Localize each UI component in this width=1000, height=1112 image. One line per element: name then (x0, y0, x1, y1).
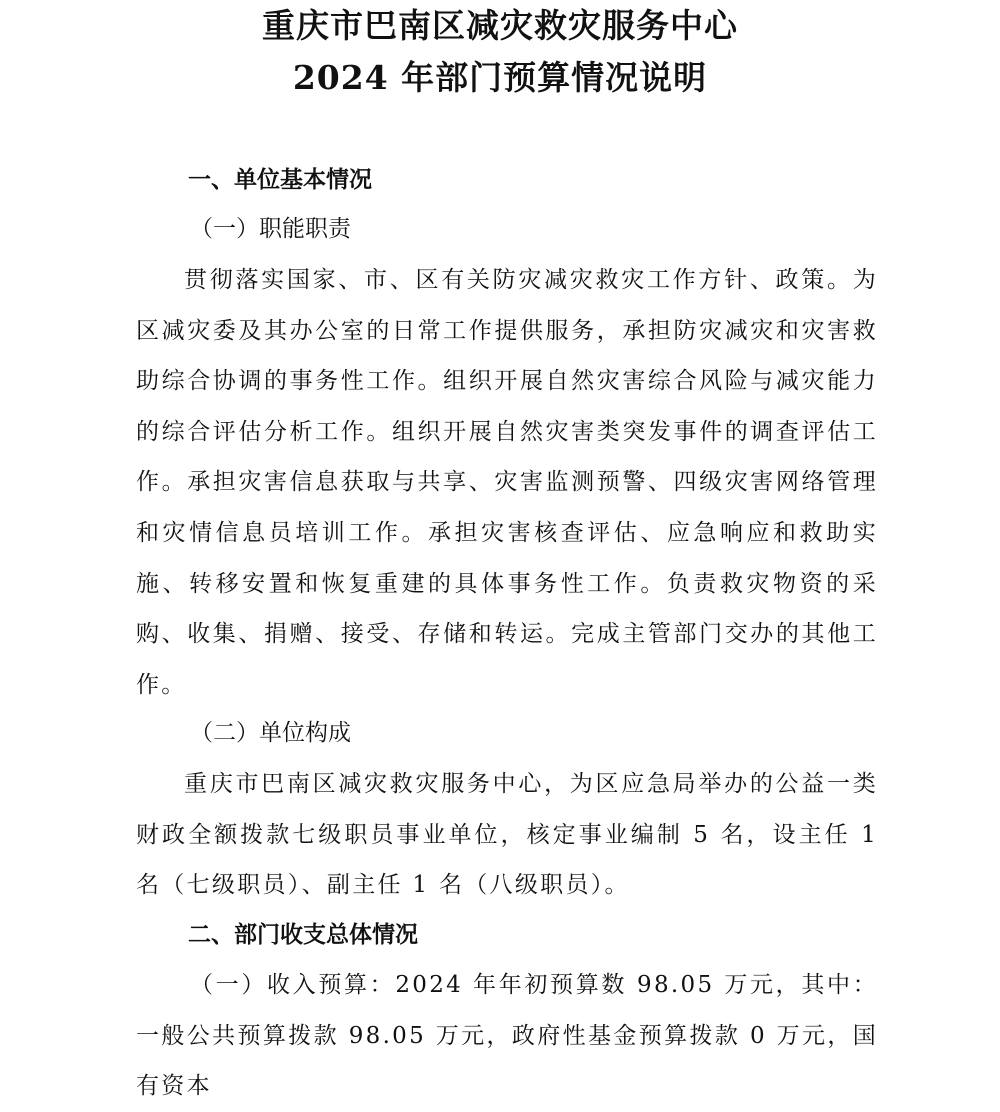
composition-paragraph: 重庆市巴南区减灾救灾服务中心，为区应急局举办的公益一类财政全额拨款七级职员事业单位，核定事业编制 5 名，设主任 1 名（七级职员）、副主任 1 名（八级职员）。 (136, 771, 878, 899)
income-budget-paragraph: （一）收入预算：2024 年年初预算数 98.05 万元，其中：一般公共预算拨款 98.05 万元，政府性基金预算拨款 0 万元，国有资本 (136, 972, 878, 1100)
document-title-line2: 2024 年部门预算情况说明 (292, 58, 708, 97)
duties-paragraph: 贯彻落实国家、市、区有关防灾减灾救灾工作方针、政策。为区减灾委及其办公室的日常工作提供服务，承担防灾减灾和灾害救助综合协调的事务性工作。组织开展自然灾害综合风险与减灾能力的综合评估分析工作。组织开展自然灾害类突发事件的调查评估工作。承担灾害信息获取与共享、灾害监测预警、四级灾害网络管理和灾情信息员培训工作。承担灾害核查评估、应急响应和救助实施、转移安置和恢复重建的具体事务性工作。负责救灾物资的采购、收集、捐赠、接受、存储和转运。完成主管部门交办的其他工作。 (136, 267, 878, 698)
section2-heading: 二、部门收支总体情况 (188, 921, 418, 948)
section1-heading: 一、单位基本情况 (188, 166, 372, 193)
subsection1-heading: （一）职能职责 (190, 216, 351, 242)
subsection2-heading: （二）单位构成 (190, 720, 351, 746)
document-title-line1: 重庆市巴南区减灾救灾服务中心 (262, 6, 738, 45)
